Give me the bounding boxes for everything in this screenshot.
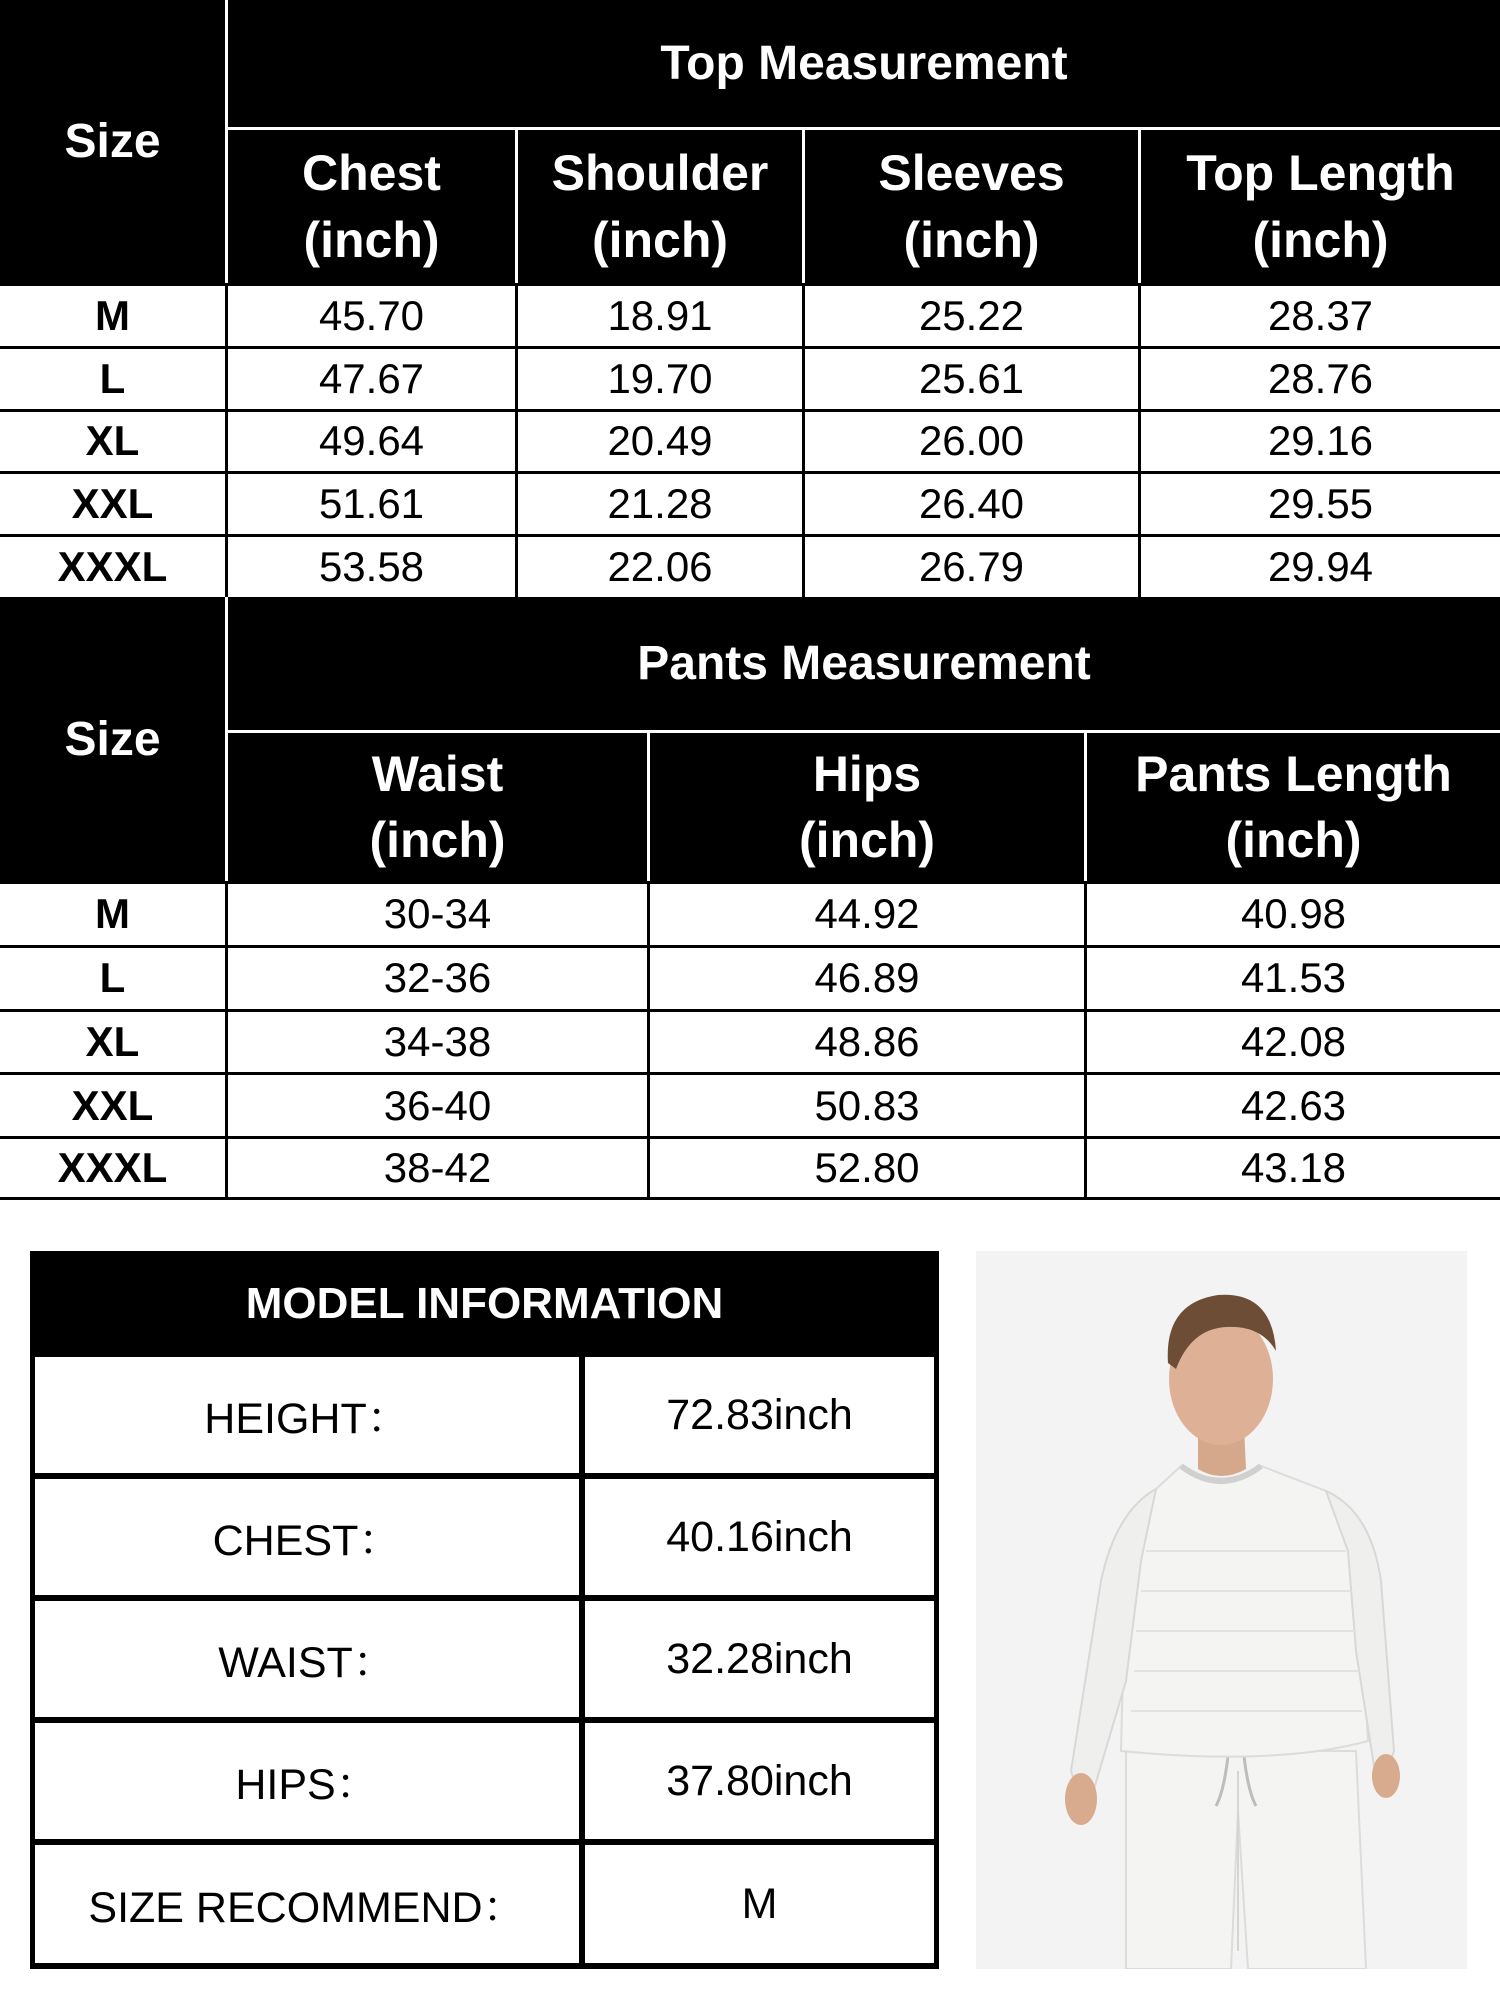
model-label: SIZE RECOMMEND： bbox=[35, 1845, 579, 1963]
col-header-unit: (inch) bbox=[798, 812, 936, 868]
col-header-waist bbox=[225, 730, 647, 881]
col-header-unit: (inch) bbox=[303, 211, 440, 268]
model-label: WAIST： bbox=[35, 1601, 579, 1717]
col-header-unit: (inch) bbox=[903, 211, 1040, 268]
col-header-top-length bbox=[1138, 127, 1500, 283]
value-cell: 38-42 bbox=[225, 1136, 647, 1200]
col-header-name: Shoulder bbox=[551, 145, 769, 201]
value-cell: 26.00 bbox=[802, 409, 1138, 472]
top-size-header: Size bbox=[0, 0, 225, 283]
value-cell: 42.08 bbox=[1084, 1009, 1500, 1073]
model-row-height bbox=[35, 1357, 934, 1473]
col-header-sleeves bbox=[802, 127, 1138, 283]
value-cell: 26.40 bbox=[802, 471, 1138, 534]
model-value: 72.83inch bbox=[585, 1357, 934, 1473]
value-cell: 29.16 bbox=[1138, 409, 1500, 472]
col-header-unit: (inch) bbox=[1225, 812, 1362, 868]
size-cell: L bbox=[0, 945, 225, 1009]
value-cell: 20.49 bbox=[515, 409, 802, 472]
model-illustration bbox=[976, 1251, 1467, 1969]
pants-shape bbox=[1126, 1751, 1366, 1969]
col-header-unit: (inch) bbox=[591, 211, 729, 268]
value-cell: 32-36 bbox=[225, 945, 647, 1009]
model-value: 37.80inch bbox=[585, 1723, 934, 1839]
value-cell: 29.55 bbox=[1138, 471, 1500, 534]
model-value: 32.28inch bbox=[585, 1601, 934, 1717]
size-cell: XXXL bbox=[0, 1136, 225, 1200]
col-header-name: Pants Length bbox=[1135, 745, 1452, 802]
value-cell: 52.80 bbox=[647, 1136, 1084, 1200]
sweatshirt-shape bbox=[1121, 1466, 1368, 1757]
model-row-waist bbox=[35, 1601, 934, 1717]
value-cell: 51.61 bbox=[225, 471, 515, 534]
model-label: HEIGHT： bbox=[35, 1357, 579, 1473]
model-row-size-recommend bbox=[35, 1845, 934, 1963]
model-information-title: MODEL INFORMATION bbox=[245, 1279, 724, 1328]
value-cell: 48.86 bbox=[647, 1009, 1084, 1073]
value-cell: 41.53 bbox=[1084, 945, 1500, 1009]
model-row-hips bbox=[35, 1723, 934, 1839]
col-header-pants-length bbox=[1084, 730, 1500, 881]
col-header-name: Waist bbox=[371, 745, 504, 802]
model-value: 40.16inch bbox=[585, 1479, 934, 1595]
model-photo bbox=[976, 1251, 1467, 1969]
size-cell: XL bbox=[0, 1009, 225, 1073]
top-measurement-title: Top Measurement bbox=[225, 0, 1500, 127]
left-hand bbox=[1065, 1773, 1097, 1825]
size-cell: L bbox=[0, 346, 225, 409]
value-cell: 28.37 bbox=[1138, 283, 1500, 346]
pants-measurement-table bbox=[0, 597, 1500, 1200]
value-cell: 25.22 bbox=[802, 283, 1138, 346]
size-cell: XXL bbox=[0, 1072, 225, 1136]
col-header-chest bbox=[225, 127, 515, 283]
value-cell: 36-40 bbox=[225, 1072, 647, 1136]
value-cell: 50.83 bbox=[647, 1072, 1084, 1136]
pants-measurement-title: Pants Measurement bbox=[225, 597, 1500, 730]
value-cell: 53.58 bbox=[225, 534, 515, 597]
size-cell: XXXL bbox=[0, 534, 225, 597]
pants-size-header: Size bbox=[0, 597, 225, 881]
model-value: M bbox=[585, 1845, 934, 1963]
value-cell: 21.28 bbox=[515, 471, 802, 534]
value-cell: 26.79 bbox=[802, 534, 1138, 597]
right-hand bbox=[1372, 1754, 1400, 1798]
col-header-shoulder bbox=[515, 127, 802, 283]
size-cell: M bbox=[0, 881, 225, 945]
value-cell: 19.70 bbox=[515, 346, 802, 409]
model-row-chest bbox=[35, 1479, 934, 1595]
value-cell: 30-34 bbox=[225, 881, 647, 945]
value-cell: 42.63 bbox=[1084, 1072, 1500, 1136]
col-header-name: Top Length bbox=[1186, 145, 1455, 201]
value-cell: 29.94 bbox=[1138, 534, 1500, 597]
value-cell: 18.91 bbox=[515, 283, 802, 346]
value-cell: 45.70 bbox=[225, 283, 515, 346]
value-cell: 43.18 bbox=[1084, 1136, 1500, 1200]
value-cell: 46.89 bbox=[647, 945, 1084, 1009]
value-cell: 22.06 bbox=[515, 534, 802, 597]
col-header-name: Sleeves bbox=[878, 145, 1065, 201]
col-header-unit: (inch) bbox=[369, 812, 506, 868]
size-cell: XXL bbox=[0, 471, 225, 534]
col-header-name: Chest bbox=[302, 145, 441, 201]
col-header-unit: (inch) bbox=[1252, 211, 1389, 268]
value-cell: 25.61 bbox=[802, 346, 1138, 409]
model-label: HIPS： bbox=[35, 1723, 579, 1839]
value-cell: 40.98 bbox=[1084, 881, 1500, 945]
model-information-table bbox=[30, 1251, 939, 1969]
model-label: CHEST： bbox=[35, 1479, 579, 1595]
col-header-name: Hips bbox=[812, 745, 922, 802]
value-cell: 34-38 bbox=[225, 1009, 647, 1073]
value-cell: 47.67 bbox=[225, 346, 515, 409]
top-measurement-table bbox=[0, 0, 1500, 597]
value-cell: 44.92 bbox=[647, 881, 1084, 945]
col-header-hips bbox=[647, 730, 1084, 881]
value-cell: 28.76 bbox=[1138, 346, 1500, 409]
value-cell: 49.64 bbox=[225, 409, 515, 472]
size-cell: XL bbox=[0, 409, 225, 472]
size-cell: M bbox=[0, 283, 225, 346]
